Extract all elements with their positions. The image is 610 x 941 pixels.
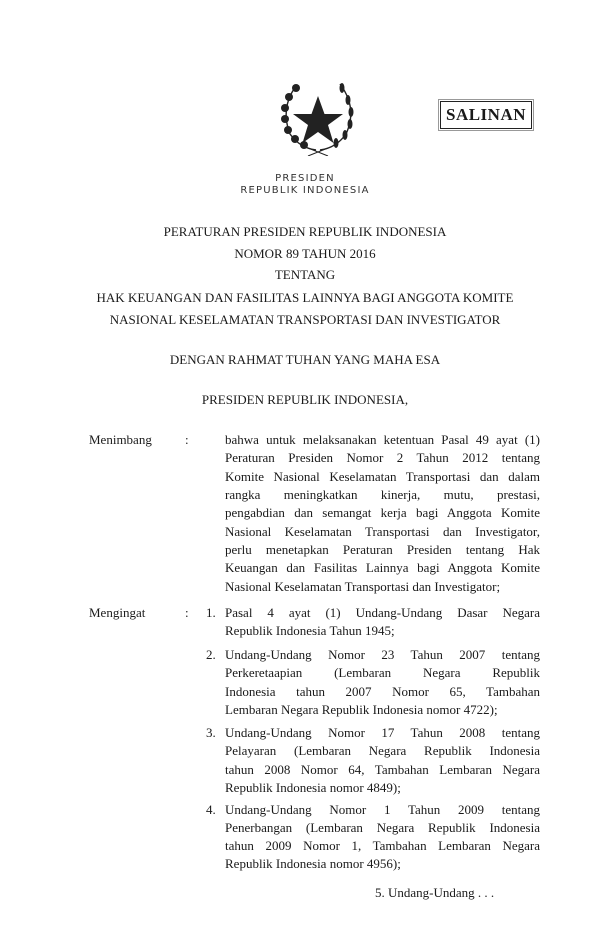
mengingat-item-line: Penerbangan (Lembaran Negara Republik Indonesia [225,820,540,835]
mengingat-item-line: Republik Indonesia nomor 4849); [225,780,401,795]
menimbang-line: Peraturan Presiden Nomor 2 Tahun 2012 tentang [225,450,540,465]
invocation: DENGAN RAHMAT TUHAN YANG MAHA ESA [169,352,441,367]
mengingat-item-line: Republik Indonesia Tahun 1945; [225,623,395,638]
mengingat-item-line: Republik Indonesia nomor 4956); [225,856,401,871]
menimbang-label: Menimbang [89,432,152,447]
issuer: PRESIDEN REPUBLIK INDONESIA, [201,392,409,407]
salinan-stamp: SALINAN [440,101,532,129]
mengingat-item-line: Undang-Undang Nomor 1 Tahun 2009 tentang [225,802,540,817]
menimbang-line: Nasional Keselamatan Transportasi dan Investigator, [225,524,540,539]
menimbang-line: Keuangan dan Fasilitas Lainnya bagi Anggota Komite [225,560,540,575]
page-continuation: 5. Undang-Undang . . . [375,885,495,900]
mengingat-item-line: Indonesia tahun 2007 Nomor 65, Tambahan [225,684,540,699]
menimbang-line: Nasional Keselamatan Transportasi dan Investigator; [225,579,501,594]
letterhead-president: PRESIDEN [275,173,335,184]
mengingat-item-line: Pelayaran (Lembaran Negara Republik Indonesia [225,743,540,758]
garuda-emblem-icon [276,78,360,156]
mengingat-item-line: Lembaran Negara Republik Indonesia nomor 4722); [225,702,498,717]
mengingat-item-line: Perkeretaapian (Lembaran Negara Republik [225,665,540,680]
mengingat-item-line: Undang-Undang Nomor 23 Tahun 2007 tentang [225,647,540,662]
regulation-subject-line-1: HAK KEUANGAN DAN FASILITAS LAINNYA BAGI ANGGOTA KOMITE [96,290,514,305]
mengingat-label: Mengingat [89,605,146,620]
item-number: 1. [206,605,216,620]
menimbang-line: perlu menetapkan Peraturan Presiden tentang Hak [225,542,540,557]
menimbang-line: Komite Nasional Keselamatan Transportasi dan dalam [225,469,540,484]
regulation-subject-line-2: NASIONAL KESELAMATAN TRANSPORTASI DAN INVESTIGATOR [109,312,501,327]
menimbang-line: pengabdian dan semangat kerja bagi Anggota Komite [225,505,540,520]
menimbang-colon: : [185,432,189,447]
mengingat-item-line: Pasal 4 ayat (1) Undang-Undang Dasar Negara [225,605,540,620]
regulation-about: TENTANG [274,267,336,282]
regulation-title: PERATURAN PRESIDEN REPUBLIK INDONESIA [163,224,447,239]
mengingat-item-line: tahun 2009 Nomor 1, Tambahan Lembaran Negara [225,838,540,853]
menimbang-line: rangka meningkatkan kinerja, mutu, prestasi, [225,487,540,502]
item-number: 2. [206,647,216,662]
mengingat-item-line: Undang-Undang Nomor 17 Tahun 2008 tentang [225,725,540,740]
item-number: 4. [206,802,216,817]
mengingat-colon: : [185,605,189,620]
menimbang-line: bahwa untuk melaksanakan ketentuan Pasal 49 ayat (1) [225,432,540,447]
letterhead-republic: REPUBLIK INDONESIA [240,185,370,196]
mengingat-item-line: tahun 2008 Nomor 64, Tambahan Lembaran Negara [225,762,540,777]
regulation-number: NOMOR 89 TAHUN 2016 [234,246,376,261]
item-number: 3. [206,725,216,740]
